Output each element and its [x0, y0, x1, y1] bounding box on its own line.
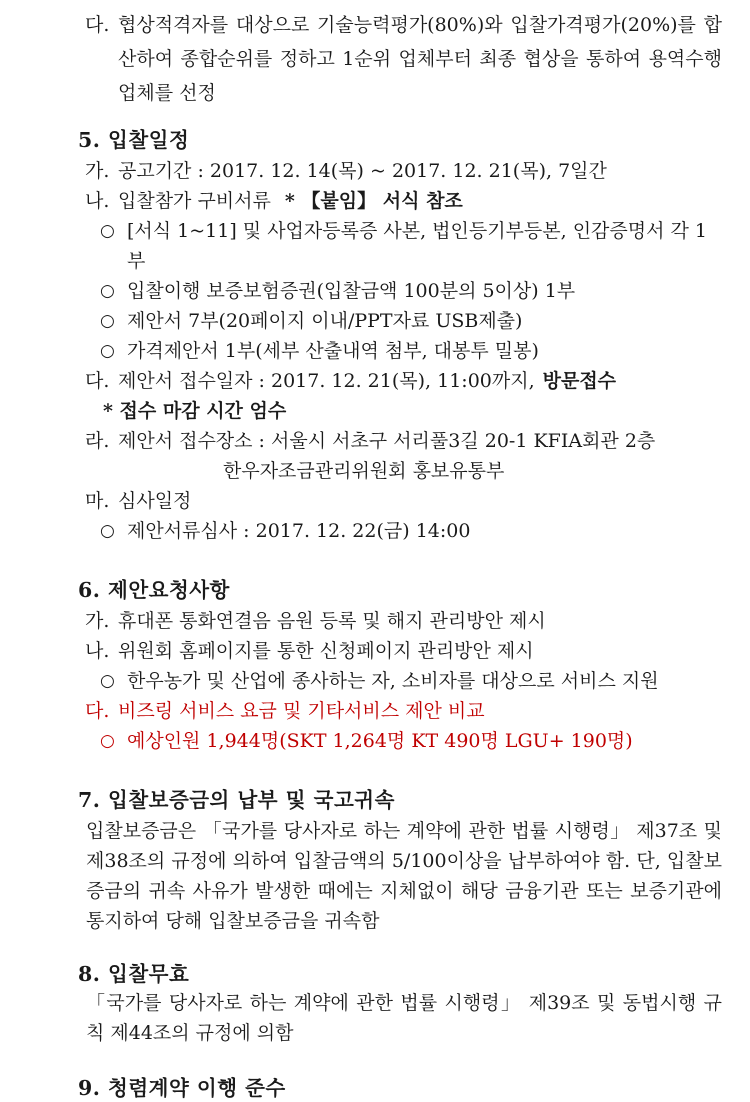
list-item: [85, 486, 722, 516]
list-item: [85, 336, 722, 366]
list-marker: 가.: [85, 610, 110, 632]
list-item: [85, 366, 722, 396]
list-item: [85, 306, 722, 336]
list-item-text: 가격제안서 1부(세부 산출내역 첨부, 대봉투 밀봉): [127, 340, 539, 362]
list-item-text: 제안서 7부(20페이지 이내/PPT자료 USB제출): [127, 310, 523, 332]
circle-bullet: ○: [100, 671, 115, 691]
attachment-reference-bold: * 【붙임】 서식 참조: [284, 190, 463, 212]
list-item-text: 제안서 접수일자 : 2017. 12. 21(목), 11:00까지, 방문접수: [118, 370, 617, 392]
list-item: [85, 636, 722, 666]
circle-bullet: ○: [100, 311, 115, 331]
list-item-text: 위원회 홈페이지를 통한 신청페이지 관리방안 제시: [118, 640, 534, 662]
list-item-text: 제안서류심사 : 2017. 12. 22(금) 14:00: [127, 520, 471, 542]
circle-bullet: ○: [100, 221, 115, 241]
address-line-1: 제안서 접수장소 : 서울시 서초구 서리풀3길 20-1 KFIA회관 2층: [118, 430, 656, 452]
circle-bullet: ○: [100, 341, 115, 361]
list-marker: 다.: [85, 14, 110, 36]
list-marker: 나.: [85, 190, 110, 212]
list-item-text: 심사일정: [118, 490, 192, 512]
section-9-title: 9. 청렴계약 이행 준수: [78, 1076, 286, 1100]
list-item-text: 공고기간 : 2017. 12. 14(목) ~ 2017. 12. 21(목), 7일간: [118, 160, 607, 182]
list-marker: 가.: [85, 160, 110, 182]
section-bid-bond: [78, 786, 722, 936]
deadline-note: * 접수 마감 시간 엄수: [103, 400, 287, 422]
list-item: [85, 216, 722, 276]
list-item-red: [85, 726, 722, 756]
section-bid-schedule: [78, 126, 722, 546]
list-item-text: 비즈링 서비스 요금 및 기타서비스 제안 비교: [118, 700, 485, 722]
circle-bullet: ○: [100, 521, 115, 541]
list-item: [85, 156, 722, 186]
list-item: [85, 276, 722, 306]
circle-bullet: ○: [100, 731, 115, 751]
list-item-red: [85, 696, 722, 726]
section-7-body: 입찰보증금은 「국가를 당사자로 하는 계약에 관한 법률 시행령」 제37조 및 제38조의 규정에 의하여 입찰금액의 5/100이상을 납부하여야 함. 단, 입찰보증금의 귀속 사유가 발생한 때에는 지체없이 해당 금융기관 또는 보증기관에 통지하여 당해 입찰보증금을 귀속함: [86, 820, 722, 932]
section-6-title: 6. 제안요청사항: [78, 578, 230, 602]
section-8-title: 8. 입찰무효: [78, 962, 190, 986]
section-proposal-requests: [78, 576, 722, 756]
address-line-2: 한우자조금관리위원회 홍보유통부: [223, 460, 505, 482]
list-item-text: 휴대폰 통화연결음 음원 등록 및 해지 관리방안 제시: [118, 610, 546, 632]
list-marker: 다.: [85, 370, 110, 392]
list-item-text: 한우농가 및 산업에 종사하는 자, 소비자를 대상으로 서비스 지원: [127, 670, 659, 692]
section-8-body: 「국가를 당사자로 하는 계약에 관한 법률 시행령」 제39조 및 동법시행 규칙 제44조의 규정에 의함: [86, 992, 722, 1044]
list-marker: 다.: [85, 700, 110, 722]
list-marker: 라.: [85, 430, 110, 452]
visit-submission-bold: 방문접수: [542, 370, 617, 392]
list-item: [85, 516, 722, 546]
section-7-title: 7. 입찰보증금의 납부 및 국고귀속: [78, 788, 395, 812]
intro-text: 협상적격자를 대상으로 기술능력평가(80%)와 입찰가격평가(20%)를 합산하여 종합순위를 정하고 1순위 업체부터 최종 협상을 통하여 용역수행 업체를 선정: [118, 14, 722, 104]
list-item: [85, 186, 722, 216]
section-5-title: 5. 입찰일정: [78, 128, 190, 152]
list-item-text: 입찰참가 구비서류 * 【붙임】 서식 참조: [118, 190, 463, 212]
list-item-text: [118, 426, 722, 486]
list-marker: 마.: [85, 490, 110, 512]
list-item-text: 입찰이행 보증보험증권(입찰금액 100분의 5이상) 1부: [127, 280, 576, 302]
list-item-text: [서식 1~11] 및 사업자등록증 사본, 법인등기부등본, 인감증명서 각 1부: [127, 220, 707, 272]
section-bid-invalidity: [78, 960, 722, 1048]
section-integrity-contract: [78, 1074, 722, 1102]
intro-paragraph: [85, 8, 722, 110]
list-item: [85, 606, 722, 636]
list-item: [85, 426, 722, 486]
list-item: [85, 666, 722, 696]
list-marker: 나.: [85, 640, 110, 662]
list-item-text: 예상인원 1,944명(SKT 1,264명 KT 490명 LGU+ 190명): [127, 730, 633, 752]
circle-bullet: ○: [100, 281, 115, 301]
